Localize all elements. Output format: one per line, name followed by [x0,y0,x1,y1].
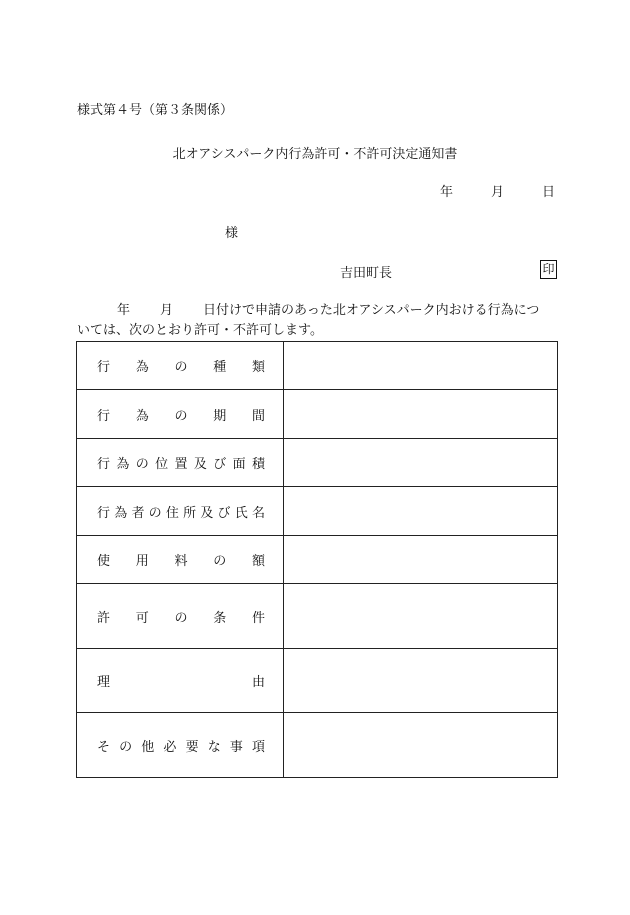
row-label: 許可の条件 [97,610,265,626]
row-label: 行為の期間 [97,408,265,424]
body-paragraph [77,301,557,341]
document-title: 北オアシスパーク内行為許可・不許可決定通知書 [172,147,458,162]
date-line [440,181,555,200]
seal-mark: 印 [540,260,557,279]
row-label: 行為者の住所及び氏名 [97,505,265,521]
row-label-cell [77,390,284,439]
body-month: 月 [160,303,174,318]
date-year-label: 年 [439,185,453,200]
table-row [77,487,558,536]
row-label-cell [77,649,284,713]
issuer-name: 吉田町長 [340,266,393,281]
table-row [77,390,558,439]
row-value-cell[interactable] [284,342,558,390]
row-value-cell[interactable] [284,487,558,536]
row-label-cell [77,487,284,536]
detail-table [76,341,558,778]
row-label-cell [77,713,284,778]
row-value-cell[interactable] [284,390,558,439]
row-value-cell[interactable] [284,713,558,778]
addressee-honorific: 様 [225,226,239,241]
row-label-cell [77,584,284,649]
row-value-cell[interactable] [284,584,558,649]
row-label: 行為の位置及び面積 [97,457,265,472]
body-line-1-text: 日付けで申請のあった北オアシスパーク内おける行為につ [203,303,540,318]
row-value-cell[interactable] [284,439,558,487]
date-day-label: 日 [541,185,555,200]
body-year: 年 [117,303,131,318]
table-row [77,584,558,649]
table-row [77,536,558,584]
row-label-cell [77,342,284,390]
form-number: 様式第４号（第３条関係） [77,103,234,118]
row-label: その他必要な事項 [97,739,265,755]
table-row [77,439,558,487]
table-row [77,649,558,713]
row-label: 行為の種類 [97,360,265,375]
row-value-cell[interactable] [284,536,558,584]
body-line-2: いては、次のとおり許可・不許可します。 [77,323,323,338]
table-row [77,342,558,390]
table-row [77,713,558,778]
body-line-1 [77,301,557,321]
row-label-cell [77,439,284,487]
row-label: 使用料の額 [97,554,265,569]
row-label-cell [77,536,284,584]
row-value-cell[interactable] [284,649,558,713]
row-label: 理由 [97,675,265,690]
date-month-label: 月 [490,185,504,200]
